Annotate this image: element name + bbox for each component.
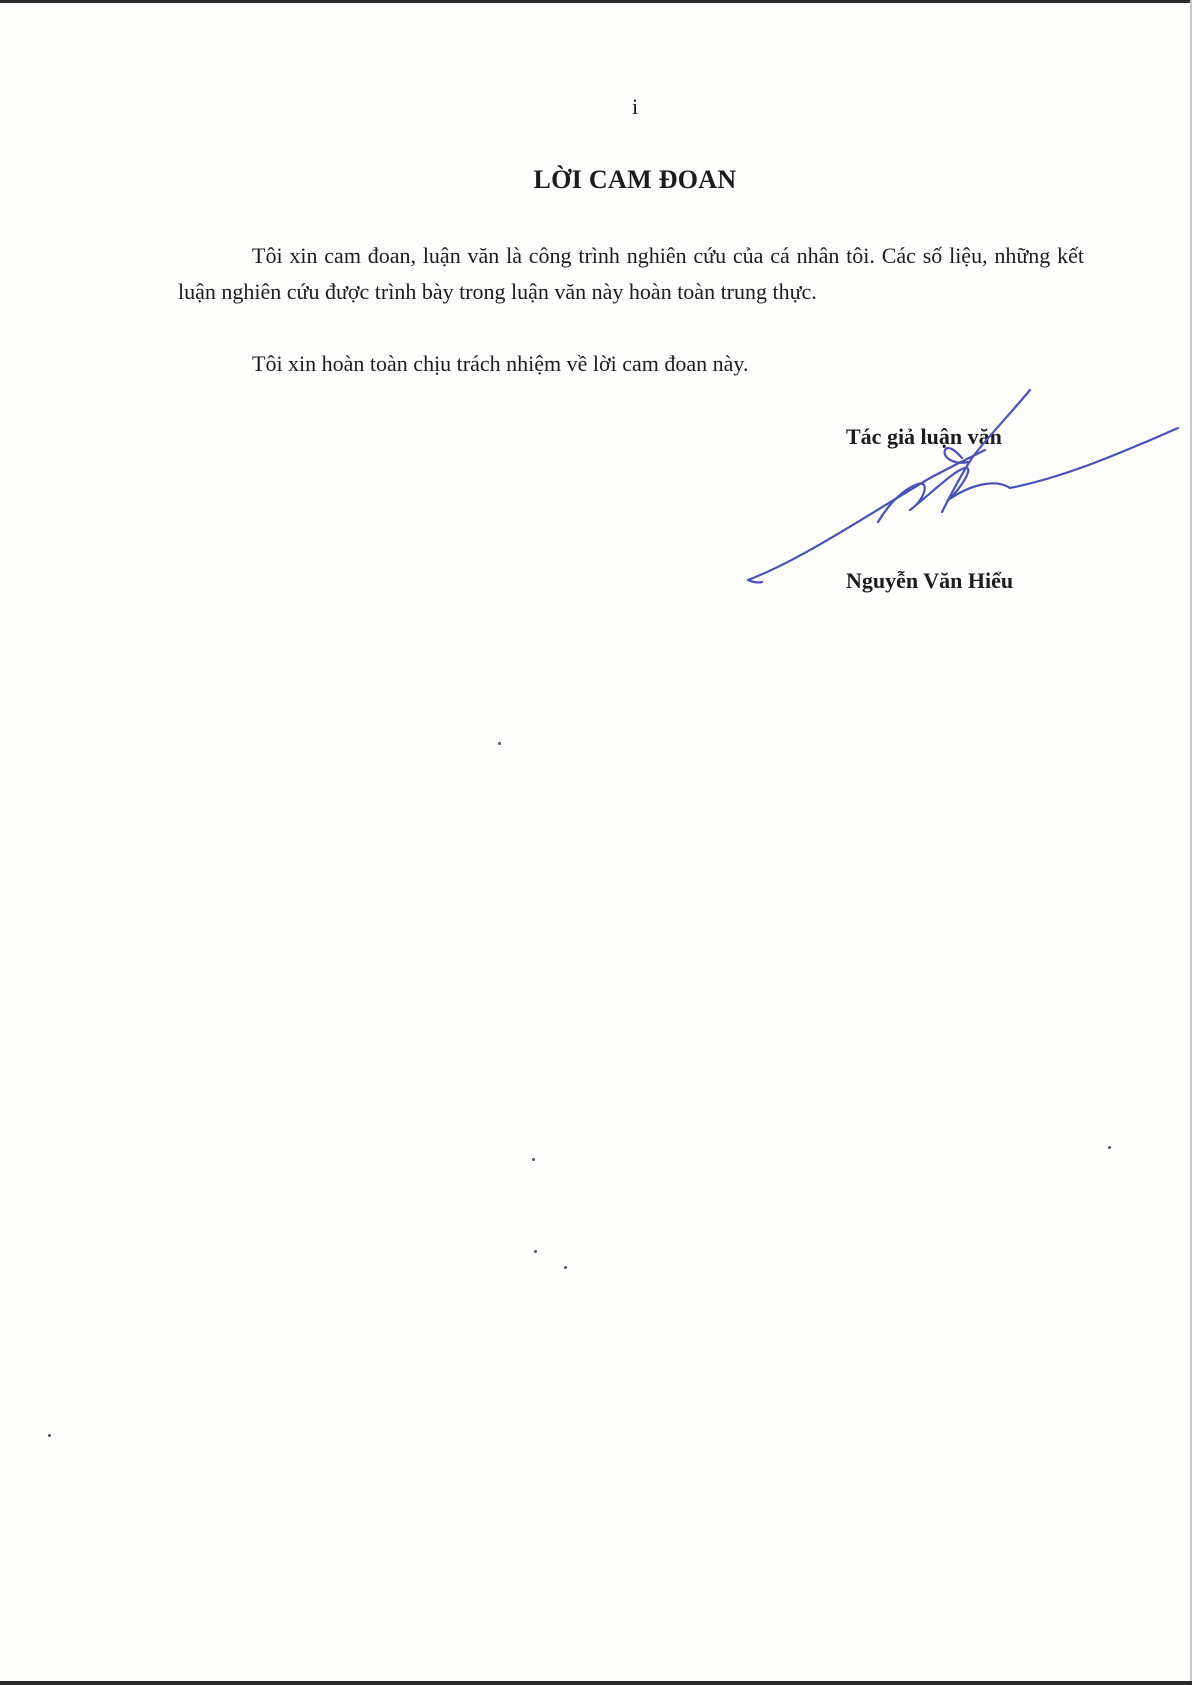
declaration-paragraph: Tôi xin cam đoan, luận văn là công trình nghiên cứu của cá nhân tôi. Các số liệu, những kết luận nghiên cứu được trình bày trong luận văn này hoàn toàn trung thực.: [178, 243, 1084, 304]
page-title: LỜI CAM ĐOAN: [533, 165, 737, 194]
author-name: Nguyễn Văn Hiểu: [846, 568, 1014, 593]
scan-speck: [498, 742, 501, 745]
scan-speck: [1108, 1146, 1111, 1149]
signature-tail: [1010, 428, 1178, 488]
signature-upper-stroke: [942, 390, 1030, 512]
scan-top-edge: [0, 0, 1192, 3]
signature-long-stroke: [748, 450, 985, 580]
page-number: i: [631, 94, 639, 119]
scan-speck: [534, 1250, 537, 1253]
scan-speck: [564, 1266, 567, 1269]
signature-base: [748, 580, 762, 582]
author-role-label: Tác giả luận văn: [846, 424, 1002, 449]
signature-hook: [945, 448, 968, 463]
responsibility-paragraph: Tôi xin hoàn toàn chịu trách nhiệm về lời cam đoan này.: [252, 351, 749, 376]
scan-bottom-edge: [0, 1681, 1192, 1685]
scan-speck: [532, 1158, 535, 1161]
signature-loop: [878, 468, 1010, 522]
scan-speck: [48, 1434, 51, 1437]
